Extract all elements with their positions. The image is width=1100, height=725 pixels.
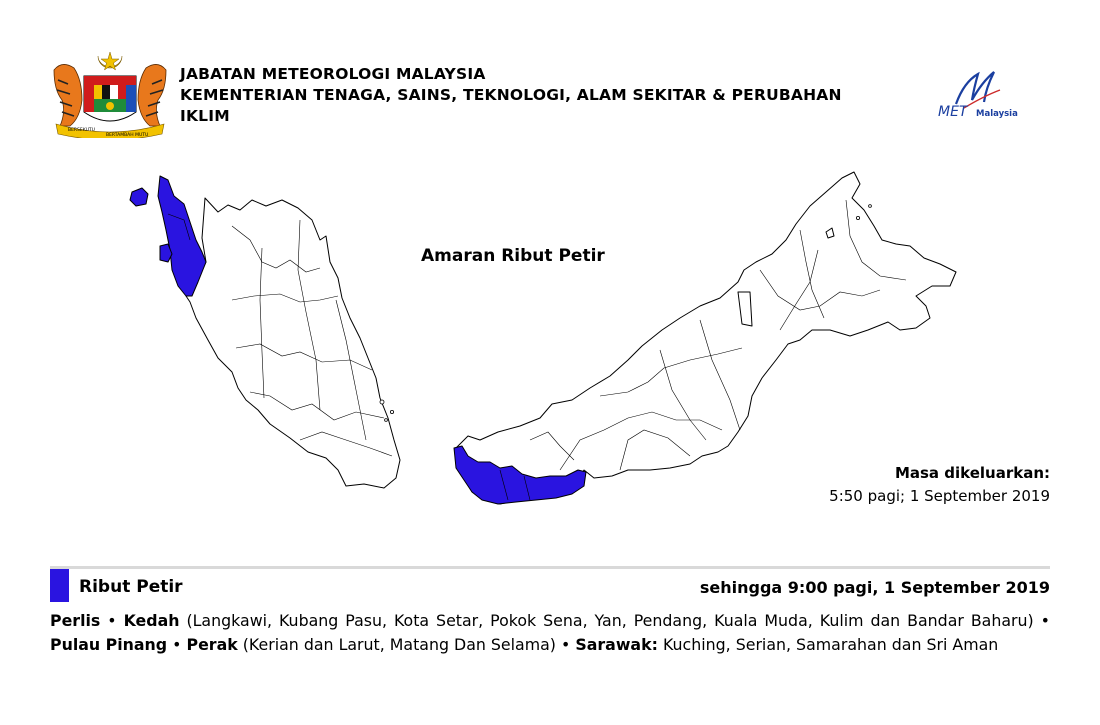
area-sarawak: Sarawak:	[575, 635, 658, 654]
svg-text:BERTAMBAH MUTU: BERTAMBAH MUTU	[106, 133, 149, 138]
bullet: •	[560, 635, 571, 654]
area-perak: Perak	[186, 635, 238, 654]
divider	[50, 566, 1050, 569]
area-perlis: Perlis	[50, 611, 101, 630]
peninsular-malaysia	[186, 198, 400, 488]
bullet: •	[1040, 611, 1050, 630]
issued-value: 5:50 pagi; 1 September 2019	[829, 487, 1050, 505]
legend-label: Ribut Petir	[79, 577, 183, 597]
affected-areas	[50, 609, 1050, 657]
ministry-name: KEMENTERIAN TENAGA, SAINS, TEKNOLOGI, ALAM SEKITAR & PERUBAHAN	[180, 86, 842, 104]
area-kedah: Kedah	[123, 611, 180, 630]
perlis-kedah-area	[158, 176, 206, 296]
langkawi-island	[130, 188, 148, 206]
perak-districts: (Kerian dan Larut, Matang Dan Selama)	[237, 635, 561, 654]
svg-text:MET: MET	[938, 104, 968, 120]
area-pulau-pinang: Pulau Pinang	[50, 635, 168, 654]
bullet: •	[107, 611, 117, 630]
map-title: Amaran Ribut Petir	[421, 246, 605, 266]
kedah-districts: (Langkawi, Kubang Pasu, Kota Setar, Pokok Sena, Yan, Pendang, Kuala Muda, Kulim dan Bandar Baharu)	[179, 611, 1041, 630]
bullet: •	[172, 635, 182, 654]
valid-until: sehingga 9:00 pagi, 1 September 2019	[699, 578, 1050, 597]
east-malaysia	[456, 172, 956, 504]
issued-label: Masa dikeluarkan:	[894, 464, 1050, 482]
svg-text:Malaysia: Malaysia	[976, 109, 1018, 119]
legend-swatch	[50, 569, 69, 602]
svg-text:BERSEKUTU: BERSEKUTU	[68, 128, 95, 133]
issued-time	[829, 462, 1050, 508]
sarawak-districts: Kuching, Serian, Samarahan dan Sri Aman	[657, 635, 999, 654]
ministry-name-cont: IKLIM	[180, 107, 230, 125]
agency-name: JABATAN METEOROLOGI MALAYSIA	[180, 65, 486, 83]
